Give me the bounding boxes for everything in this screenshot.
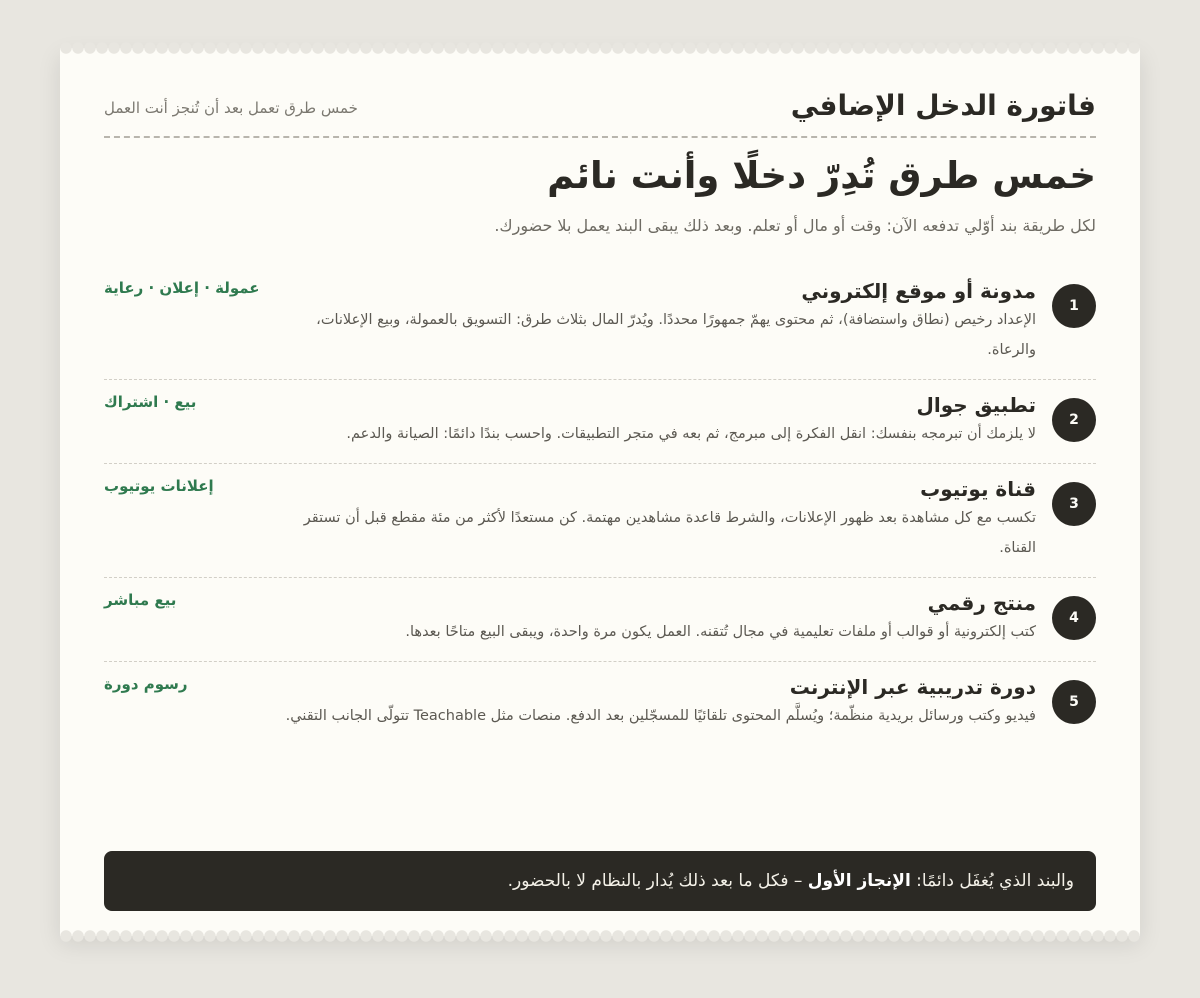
footer-emphasis: الإنجاز الأول xyxy=(807,871,911,891)
item-description: كتب إلكترونية أو قوالب أو ملفات تعليمية في مجال تُتقنه. العمل يكون مرة واحدة، ويبقى البيع متاحًا بعدها. xyxy=(405,624,1036,640)
footer-note xyxy=(104,851,1096,911)
footer-suffix: – فكل ما بعد ذلك يُدار بالنظام لا بالحضور. xyxy=(507,871,808,891)
item-title: قناة يوتيوب xyxy=(920,477,1036,501)
list-item xyxy=(104,578,1096,662)
item-revenue-tag: عمولة · إعلان · رعاية xyxy=(104,279,260,297)
item-number-badge: 2 xyxy=(1052,398,1096,442)
item-revenue-tag: رسوم دورة xyxy=(104,675,188,693)
item-title: دورة تدريبية عبر الإنترنت xyxy=(789,675,1036,699)
invoice-card xyxy=(60,48,1140,936)
page-title: خمس طرق تُدِرّ دخلًا وأنت نائم xyxy=(547,154,1096,197)
invoice-brand: فاتورة الدخل الإضافي xyxy=(790,88,1096,122)
item-number-badge: 3 xyxy=(1052,482,1096,526)
intro-text: لكل طريقة بند أوّلي تدفعه الآن: وقت أو مال أو تعلم. وبعد ذلك يبقى البند يعمل بلا حضورك. xyxy=(494,216,1096,235)
item-description: تكسب مع كل مشاهدة بعد ظهور الإعلانات، والشرط قاعدة مشاهدين مهتمة. كن مستعدًا لأكثر من مئة مقطع قبل أن تستقر القناة. xyxy=(303,510,1036,556)
income-list xyxy=(104,266,1096,745)
item-number-badge: 5 xyxy=(1052,680,1096,724)
item-title: مدونة أو موقع إلكتروني xyxy=(801,279,1036,303)
footer-text xyxy=(508,871,1074,891)
list-item xyxy=(104,380,1096,464)
item-title: تطبيق جوال xyxy=(916,393,1036,417)
invoice-tagline: خمس طرق تعمل بعد أن تُنجز أنت العمل xyxy=(104,99,358,117)
invoice-header xyxy=(104,74,1096,138)
list-item xyxy=(104,266,1096,380)
item-revenue-tag: إعلانات يوتيوب xyxy=(104,477,214,495)
footer-prefix: والبند الذي يُغفَل دائمًا: xyxy=(910,871,1074,891)
list-item xyxy=(104,464,1096,578)
item-number-badge: 4 xyxy=(1052,596,1096,640)
list-item xyxy=(104,662,1096,745)
item-description: فيديو وكتب ورسائل بريدية منظّمة؛ ويُسلَّم المحتوى تلقائيًا للمسجّلين بعد الدفع. منصات مثل Teachable تتولّى الجانب التقني. xyxy=(285,708,1036,724)
item-number-badge: 1 xyxy=(1052,284,1096,328)
item-title: منتج رقمي xyxy=(927,591,1036,615)
item-revenue-tag: بيع · اشتراك xyxy=(104,393,197,411)
item-description: الإعداد رخيص (نطاق واستضافة)، ثم محتوى يهمّ جمهورًا محددًا. ويُدرّ المال بثلاث طرق: التسويق بالعمولة، وبيع الإعلانات، والرعاة. xyxy=(316,312,1036,358)
item-revenue-tag: بيع مباشر xyxy=(104,591,177,609)
item-description: لا يلزمك أن تبرمجه بنفسك: انقل الفكرة إلى مبرمج، ثم بعه في متجر التطبيقات. واحسب بندًا دائمًا: الصيانة والدعم. xyxy=(346,426,1036,442)
